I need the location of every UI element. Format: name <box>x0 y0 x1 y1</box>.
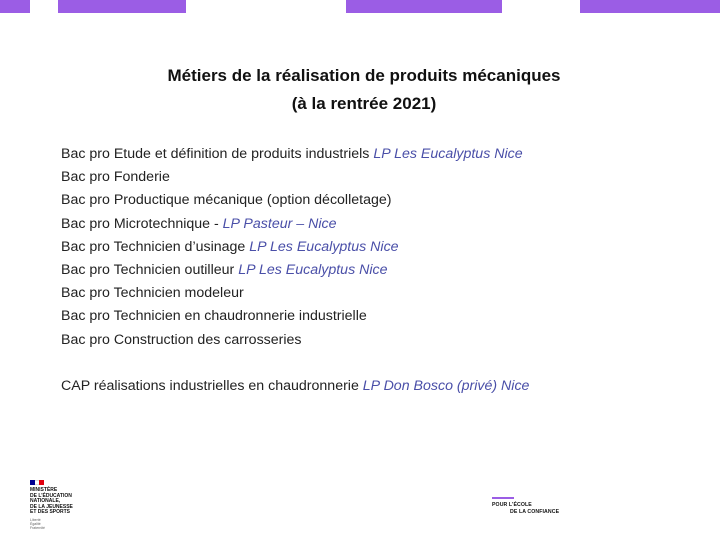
program-list <box>61 143 523 352</box>
program-name: Bac pro Technicien modeleur <box>61 285 244 302</box>
french-flag-icon <box>30 480 44 485</box>
cap-name: CAP réalisations industrielles en chaudronnerie <box>61 378 363 394</box>
top-accent-bar-2 <box>58 0 186 13</box>
program-school: LP Les Eucalyptus Nice <box>249 238 399 255</box>
program-school: LP Les Eucalyptus Nice <box>373 146 523 162</box>
slide-title <box>0 62 720 118</box>
program-item <box>61 329 523 352</box>
program-name: Bac pro Productique mécanique (option décolletage) <box>61 192 392 209</box>
ecole-confiance-logo <box>492 497 559 516</box>
program-name: Bac pro Fonderie <box>61 169 170 186</box>
program-item <box>61 236 523 259</box>
logo-accent-bar <box>492 497 514 499</box>
republic-motto: Liberté Égalité Fraternité <box>30 517 45 530</box>
program-name: Bac pro Technicien en chaudronnerie industrielle <box>61 308 367 325</box>
program-name: Bac pro Microtechnique - <box>61 215 223 232</box>
program-name: Bac pro Technicien outilleur <box>61 262 239 279</box>
program-item <box>61 189 523 212</box>
program-name: Bac pro Construction des carrosseries <box>61 331 302 348</box>
program-item <box>61 282 523 305</box>
title-line-1: Métiers de la réalisation de produits mécaniques <box>167 66 561 85</box>
top-accent-bar-3 <box>346 0 502 13</box>
top-accent-bar-4 <box>580 0 720 13</box>
program-item <box>61 305 523 328</box>
ministry-name: MINISTÈRE DE L’ÉDUCATION NATIONALE, DE LA JEUNESSE ET DES SPORTS <box>30 487 73 515</box>
program-item <box>61 143 523 166</box>
program-school: LP Pasteur – Nice <box>222 215 337 232</box>
program-name: Bac pro Etude et définition de produits industriels <box>61 146 374 162</box>
program-item <box>61 259 523 282</box>
program-name: Bac pro Technicien d’usinage <box>61 238 250 255</box>
logo-text: POUR L’ÉCOLE DE LA CONFIANCE <box>492 502 560 515</box>
program-school: LP Les Eucalyptus Nice <box>238 262 388 279</box>
ministry-logo <box>30 480 90 530</box>
top-accent-bar-1 <box>0 0 30 13</box>
program-item <box>61 213 523 236</box>
cap-item <box>61 378 529 394</box>
program-item <box>61 166 523 189</box>
cap-school: LP Don Bosco (privé) Nice <box>362 378 530 394</box>
title-line-2: (à la rentrée 2021) <box>291 94 437 113</box>
